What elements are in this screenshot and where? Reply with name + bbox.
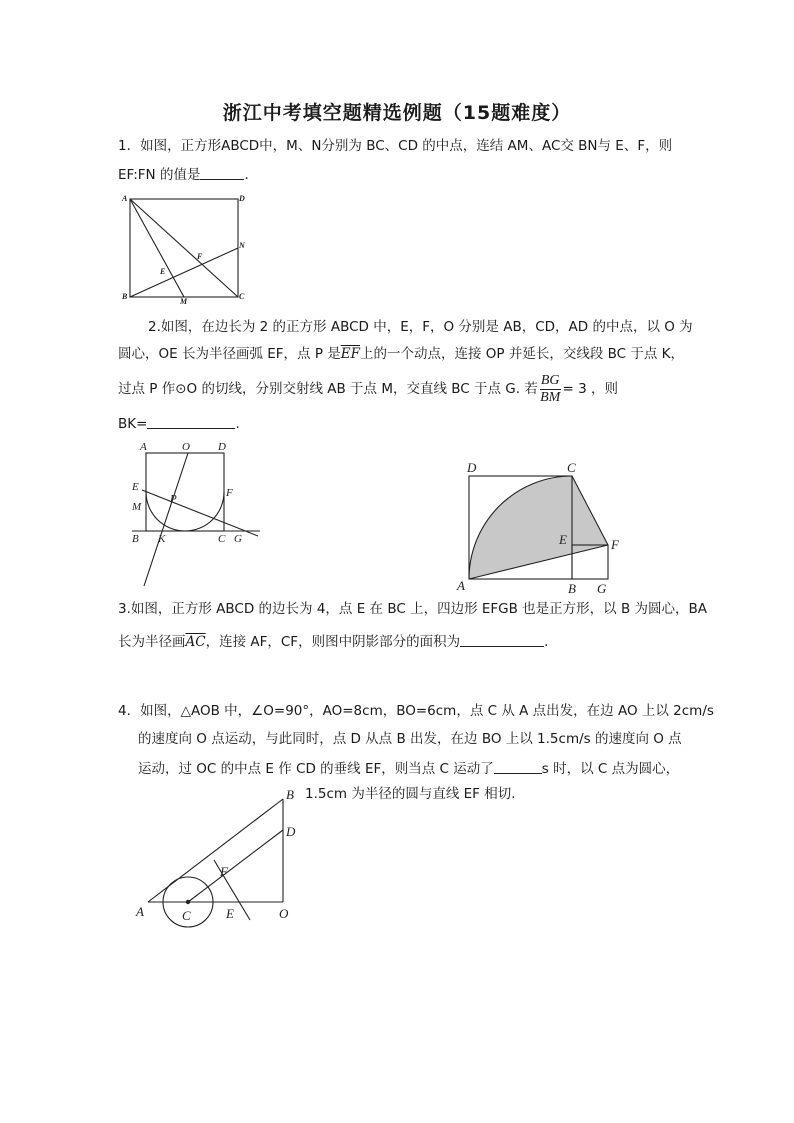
page-title: 浙江中考填空题精选例题（15题难度） — [222, 102, 572, 124]
q4-text-line4: 1.5cm 为半径的圆与直线 EF 相切. — [305, 786, 516, 802]
q3-text-line1: 3.如图，正方形 ABCD 的边长为 4，点 E 在 BC 上，四边形 EFGB 也是正方形，以 B 为圆心，BA — [118, 601, 708, 617]
q1-label-a: A — [122, 194, 128, 203]
q1-label-n: N — [239, 241, 245, 250]
q4-label-d: D — [286, 824, 296, 839]
q2-arc — [146, 492, 224, 531]
q4-answer-blank — [494, 761, 542, 774]
q2-frac-num: BG — [540, 372, 560, 388]
q2-label-g: G — [234, 533, 242, 545]
q1-text-line2 — [118, 167, 258, 183]
q2-label-c: C — [218, 533, 226, 545]
q1-answer-blank — [200, 167, 244, 180]
q4-label-c: C — [182, 908, 191, 923]
q2-label-m: M — [132, 501, 142, 513]
q1-diagonal-ac — [130, 199, 238, 297]
q2-text-line1: 2.如图，在边长为 2 的正方形 ABCD 中，E，F，O 分别是 AB，CD，AD 的中点，以 O 为 — [148, 319, 693, 335]
q3-line2-mid: ，连接 AF，CF，则图中阴影部分的面积为 — [205, 634, 461, 650]
q2-label-a: A — [140, 441, 147, 453]
q2-line4-prefix: BK= — [118, 416, 148, 432]
q2-text-line2 — [118, 348, 684, 362]
q3-text-line2 — [118, 634, 548, 650]
q2-arc-ef: $\overline{EF}$ — [340, 346, 360, 362]
q3-label-f: F — [611, 537, 619, 552]
q3-label-g: G — [597, 581, 607, 596]
q3-arc-ac-label: $\overline{AC}$ — [185, 634, 206, 650]
q3-label-d: D — [467, 460, 477, 475]
q2-tangent-line — [142, 490, 258, 536]
q3-label-b: B — [568, 581, 576, 596]
q3-label-e: E — [559, 532, 567, 547]
q4-figure — [130, 782, 310, 934]
q1-label-b: B — [122, 292, 128, 301]
q4-line3-suffix: s 时，以 C 点为圆心， — [541, 761, 680, 777]
q1-text-line1: 1．如图，正方形ABCD中，M、N分别为 BC、CD 的中点，连结 AM、AC交 BN与 E、F，则 — [118, 138, 673, 154]
q1-line2-suffix: ． — [244, 167, 258, 183]
q3-line2-suffix: . — [544, 634, 549, 650]
q1-figure — [118, 190, 258, 305]
q2-fraction — [540, 373, 561, 406]
q1-label-d: D — [239, 194, 245, 203]
q2-label-f: F — [226, 487, 233, 499]
q1-label-m: M — [180, 297, 188, 305]
q1-label-e: E — [160, 267, 166, 276]
q2-line3-suffix: = 3 ，则 — [562, 381, 618, 397]
q2-line3-prefix: 过点 P 作⊙O 的切线，分别交射线 AB 于点 M，交直线 BC 于点 G. 若 — [118, 381, 538, 397]
q4-label-o: O — [279, 906, 289, 921]
q4-text-line3 — [138, 761, 679, 777]
q1-label-c: C — [239, 292, 245, 301]
q2-line2-prefix: 圆心，OE 长为半径画弧 EF，点 P 是 — [118, 346, 341, 362]
q2-figure — [128, 436, 268, 592]
q3-label-a: A — [457, 578, 465, 593]
q2-line-ok — [144, 453, 188, 586]
q2-label-k: K — [158, 533, 166, 545]
q2-label-b: B — [132, 533, 139, 545]
q4-center-point — [186, 900, 190, 904]
q4-segment-cd — [188, 830, 283, 902]
q1-segment-am — [130, 199, 184, 297]
q1-label-f: F — [197, 252, 203, 261]
q4-label-a: A — [136, 904, 144, 919]
q3-label-c: C — [567, 460, 576, 475]
q4-label-b: B — [286, 787, 294, 802]
q2-frac-den: BM — [540, 389, 561, 405]
q4-text-line1: 4．如图，△AOB 中，∠O=90°，AO=8cm，BO=6cm，点 C 从 A 点出发，在边 AO 上以 2cm/s — [118, 703, 714, 719]
q2-text-line3 — [118, 372, 618, 406]
q1-segment-bn — [130, 248, 238, 297]
q3-figure — [455, 456, 635, 596]
q2-line2-suffix: 上的一个动点，连接 OP 并延长，交线段 BC 于点 K， — [360, 346, 685, 362]
q4-label-e: E — [226, 906, 234, 921]
q1-line2-prefix: EF:FN 的值是 — [118, 167, 201, 183]
q4-text-line2: 的速度向 O 点运动，与此同时，点 D 从点 B 出发，在边 BO 上以 1.5cm/s 的速度向 O 点 — [138, 731, 682, 747]
q4-line3-prefix: 运动，过 OC 的中点 E 作 CD 的垂线 EF，则当点 C 运动了 — [138, 761, 494, 777]
q2-line4-suffix: . — [235, 416, 240, 432]
q3-shaded-region — [469, 476, 608, 579]
q2-text-line4 — [118, 416, 240, 432]
q2-label-d: D — [218, 441, 226, 453]
q2-label-o: O — [182, 441, 190, 453]
q4-label-f: F — [220, 864, 228, 879]
q3-line2-prefix: 长为半径画 — [118, 634, 186, 650]
q2-label-p: P — [170, 493, 177, 505]
q3-answer-blank — [460, 634, 544, 647]
q2-label-e: E — [132, 481, 139, 493]
q2-answer-blank — [147, 416, 235, 429]
